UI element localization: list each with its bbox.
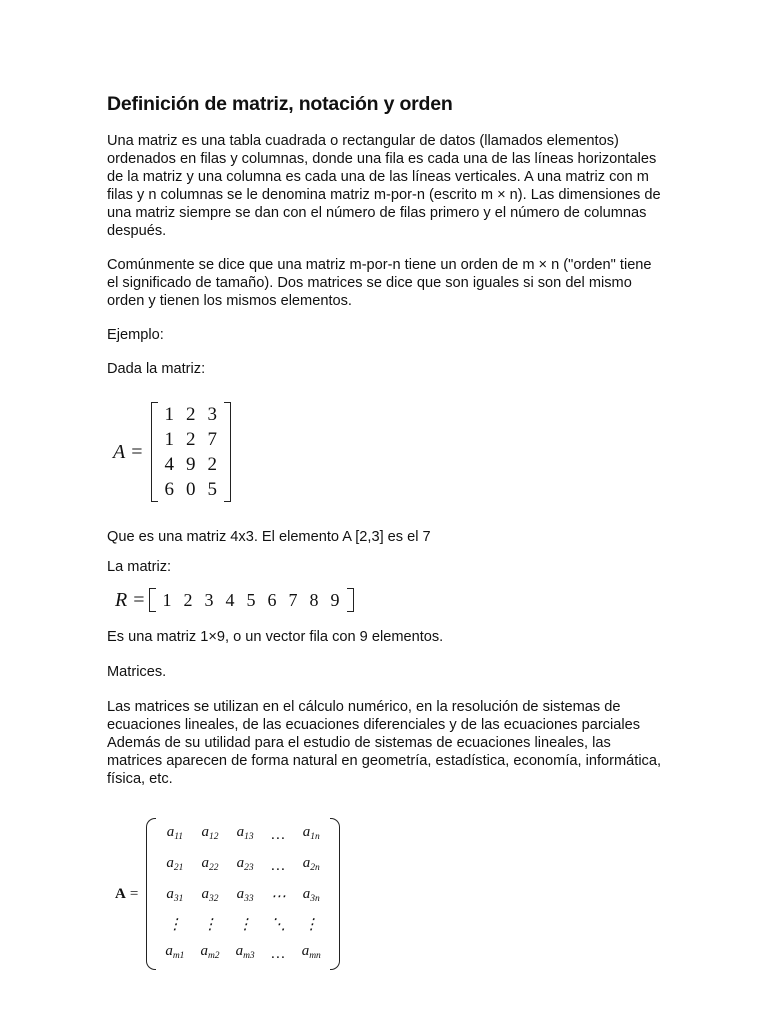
general-matrix-entry: a xyxy=(302,886,311,902)
general-matrix-subscript: 11 xyxy=(174,832,184,842)
general-matrix-entry: a xyxy=(200,943,208,959)
general-matrix-entry: … xyxy=(271,826,285,843)
matrix-a-cell: 1 xyxy=(164,429,174,450)
general-matrix-subscript: 32 xyxy=(209,894,219,904)
general-matrix-entry: a xyxy=(201,886,209,902)
general-matrix-subscript: mn xyxy=(309,951,321,961)
general-matrix-entry: ⋮ xyxy=(303,917,319,933)
general-matrix-cell xyxy=(158,851,191,880)
general-matrix-cell xyxy=(229,882,262,911)
general-matrix-entry: a xyxy=(302,824,311,840)
general-matrix-cell xyxy=(295,851,328,880)
general-matrix-subscript: 1n xyxy=(310,832,320,842)
general-matrix-entry: … xyxy=(271,945,285,962)
general-matrix-entry: a xyxy=(165,943,173,959)
general-matrix-equation xyxy=(115,818,667,970)
general-matrix-row xyxy=(158,913,328,937)
matrix-a-label: A xyxy=(113,441,126,463)
matrix-a-cell: 2 xyxy=(186,404,196,425)
matrix-a-cell: 1 xyxy=(164,404,174,425)
general-matrix-entry: a xyxy=(302,855,311,871)
general-matrix-cell xyxy=(264,939,293,968)
paragraph-definition: Una matriz es una tabla cuadrada o rectangular de datos (llamados elementos) ordenados en filas y columnas, donde una fila es cada una de las líneas horizontales de la matriz y una columna es cada una de las líneas verticales. A una matriz con m filas y n columnas se le denomina matriz m-por-n (escrito m × n). Las dimensiones de una matriz siempre se dan con el número de filas primero y el número de columnas después. xyxy=(107,133,661,239)
general-matrix-subscript: 23 xyxy=(244,863,254,873)
matrix-r-cell: 7 xyxy=(288,590,298,610)
general-matrix-cell xyxy=(229,851,262,880)
general-matrix-cell xyxy=(264,882,293,911)
general-matrix-label: A xyxy=(115,886,126,902)
matrix-r-equation xyxy=(115,588,667,612)
general-matrix-cell xyxy=(229,939,262,968)
equals-sign: = xyxy=(129,886,139,902)
general-matrix-entry: ⋯ xyxy=(270,888,286,905)
general-matrix-row xyxy=(158,820,328,849)
equals-sign: = xyxy=(133,589,145,611)
general-matrix-cell xyxy=(193,851,226,880)
general-matrix-entry: a xyxy=(201,855,209,871)
matrix-a-cell: 4 xyxy=(164,454,174,475)
matrix-r-cell: 8 xyxy=(309,590,319,610)
general-matrix-entry: a xyxy=(201,824,209,840)
matrix-a-cell: 2 xyxy=(207,454,217,475)
general-matrix-entry: a xyxy=(166,855,174,871)
general-matrix-row xyxy=(158,851,328,880)
matrix-r-cell: 2 xyxy=(183,590,193,610)
general-matrix-entry: ⋱ xyxy=(270,917,286,933)
example-label: Ejemplo: xyxy=(107,327,164,343)
general-matrix-entry: ⋮ xyxy=(167,917,183,933)
matrix-a-cell: 0 xyxy=(186,479,196,500)
general-matrix-entry: a xyxy=(166,886,174,902)
general-matrix-cell xyxy=(295,882,328,911)
matrix-r-cell: 6 xyxy=(267,590,277,610)
general-matrix-row xyxy=(158,939,328,968)
general-matrix-cell xyxy=(193,939,226,968)
general-matrix xyxy=(146,818,340,970)
general-matrix-subscript: 22 xyxy=(209,863,219,873)
matrix-r-cell: 1 xyxy=(162,590,172,610)
general-matrix-cell xyxy=(158,939,191,968)
general-matrix-entry: a xyxy=(166,824,175,840)
matrix-a-cell: 7 xyxy=(207,429,217,450)
general-matrix-cell xyxy=(193,913,226,937)
matrix-a-caption: Que es una matriz 4x3. El elemento A [2,3] es el 7 xyxy=(107,529,431,545)
general-matrix-cell xyxy=(158,882,191,911)
general-matrix-subscript: 21 xyxy=(173,863,184,873)
matrix-a-equation xyxy=(113,402,667,502)
matrix-a-row xyxy=(159,452,224,477)
matrix-a-cell: 6 xyxy=(164,479,174,500)
general-matrix-cell xyxy=(193,882,226,911)
general-matrix-grid xyxy=(156,818,330,970)
general-matrix-subscript: 3n xyxy=(310,894,320,904)
general-matrix-cell xyxy=(158,820,191,849)
general-matrix-entry: … xyxy=(271,857,285,874)
general-matrix-row xyxy=(158,882,328,911)
general-matrix-cell xyxy=(264,851,293,880)
matrix-a-grid xyxy=(159,402,224,502)
general-matrix-subscript: m1 xyxy=(172,951,185,961)
general-matrix-entry: a xyxy=(236,886,245,902)
equals-sign: = xyxy=(131,441,143,463)
matrix-r xyxy=(149,588,354,612)
matrix-r-cell: 4 xyxy=(225,590,235,610)
page-title: Definición de matriz, notación y orden xyxy=(107,93,453,115)
matrix-a-cell: 2 xyxy=(186,429,196,450)
general-matrix-entry: ⋮ xyxy=(237,917,253,933)
general-matrix-cell xyxy=(158,913,191,937)
matrix-r-label-symbol: R xyxy=(115,589,128,611)
general-matrix-entry: a xyxy=(236,824,245,840)
paragraph-order-line2: el significado de tamaño). Dos matrices se dice que son iguales si son del mismo orden y tienen los mismos elementos. xyxy=(107,275,632,309)
general-matrix-subscript: 13 xyxy=(244,832,254,842)
matrix-r-label: La matriz: xyxy=(107,559,172,575)
general-matrix-cell xyxy=(295,913,328,937)
paragraph-order-line1: Comúnmente se dice que una matriz m-por-n tiene un orden de m × n ("orden" tiene xyxy=(107,257,652,273)
general-matrix-cell xyxy=(264,913,293,937)
general-matrix-cell xyxy=(295,939,328,968)
general-matrix-subscript: 2n xyxy=(310,863,320,873)
general-matrix-subscript: m3 xyxy=(243,951,255,961)
matrix-a-row xyxy=(159,402,224,427)
general-matrix-entry: a xyxy=(301,943,310,959)
matrix-r-cell: 5 xyxy=(246,590,256,610)
document-page xyxy=(107,92,667,970)
general-matrix-cell xyxy=(295,820,328,849)
general-matrix-entry: a xyxy=(236,855,245,871)
paragraph-uses: Las matrices se utilizan en el cálculo numérico, en la resolución de sistemas de ecuaciones lineales, de las ecuaciones diferenciales y de las ecuaciones parciales Además de su utilidad para el estudio de sistemas de ecuaciones lineales, las matrices aparecen de forma natural en geometría, estadística, economía, informática, física, etc. xyxy=(107,699,662,787)
general-matrix-subscript: m2 xyxy=(207,951,220,961)
matrix-a-row xyxy=(159,427,224,452)
general-matrix-subscript: 12 xyxy=(209,832,219,842)
general-matrix-entry: a xyxy=(235,943,244,959)
general-matrix-subscript: 33 xyxy=(244,894,254,904)
matrix-a-cell: 9 xyxy=(186,454,196,475)
general-matrix-entry: ⋮ xyxy=(202,917,218,933)
matrix-a xyxy=(151,402,232,502)
matrix-a-cell: 5 xyxy=(207,479,217,500)
matrix-r-cell: 3 xyxy=(204,590,214,610)
matrix-r-cell: 9 xyxy=(330,590,340,610)
general-matrix-cell xyxy=(264,820,293,849)
paragraph-order xyxy=(107,256,667,310)
matrix-a-cell: 3 xyxy=(207,404,217,425)
general-matrix-cell xyxy=(229,913,262,937)
general-matrix-cell xyxy=(229,820,262,849)
given-matrix-label: Dada la matriz: xyxy=(107,361,206,377)
section-label: Matrices. xyxy=(107,664,167,680)
matrix-r-caption: Es una matriz 1×9, o un vector fila con 9 elementos. xyxy=(107,629,444,645)
general-matrix-cell xyxy=(193,820,226,849)
matrix-a-row xyxy=(159,477,224,502)
general-matrix-subscript: 31 xyxy=(173,894,184,904)
